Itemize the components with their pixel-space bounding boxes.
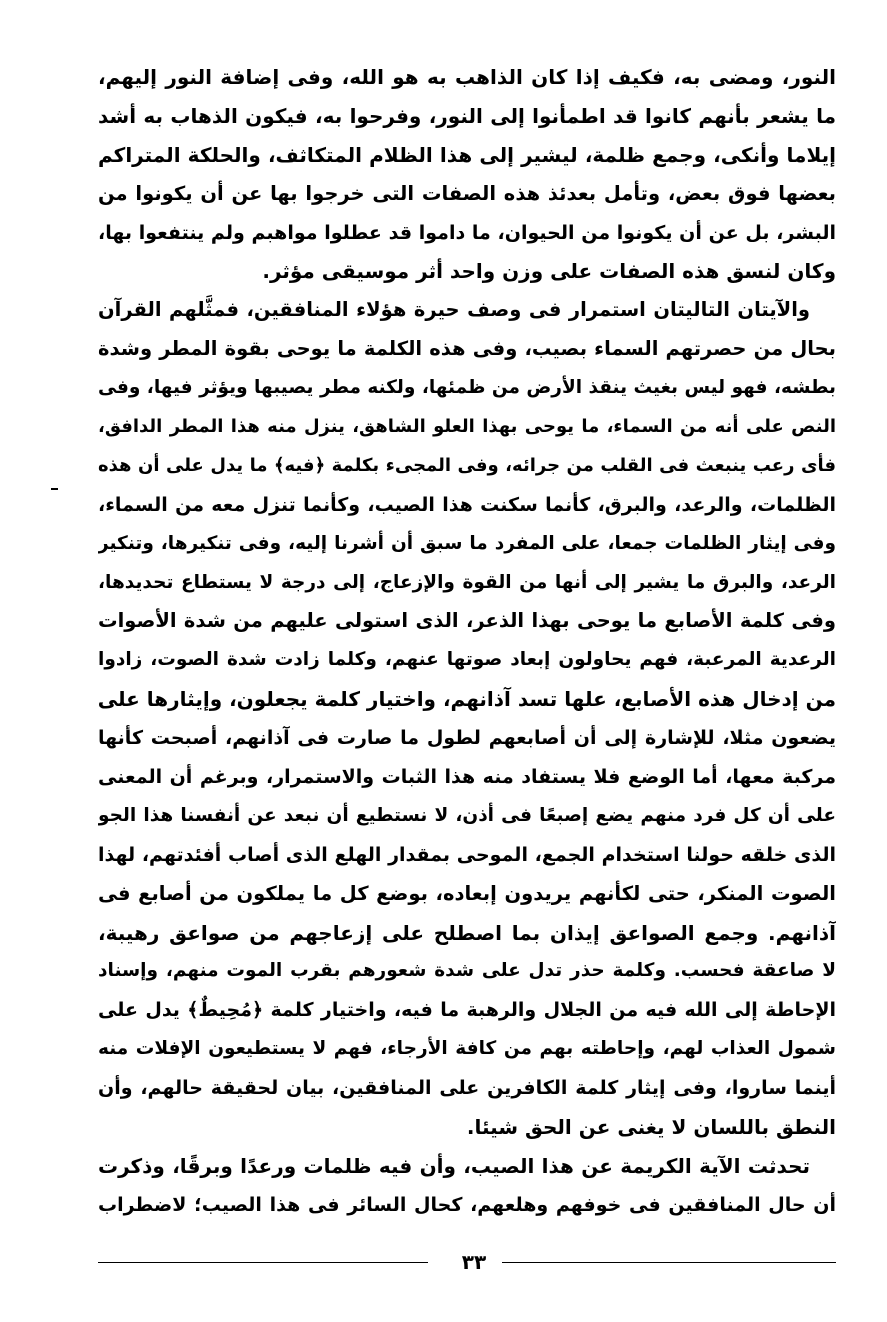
page-footer [98, 1248, 836, 1278]
text-line: الرعدية المرعبة، فهم يحاولون إبعاد صوتها عنهم، وكلما زادت شدة الصوت، زادوا [98, 649, 836, 671]
margin-mark [51, 488, 58, 490]
text-line: آذانهم. وجمع الصواعق إيذان بما اصطلح على إزعاجهم من صواعق رهيبة، [98, 920, 836, 945]
text-line: الرعد، والبرق ما يشير إلى أنها من القوة والإزعاج، إلى درجة لا يستطاع تحديدها، [98, 571, 836, 593]
text-line: فأى رعب ينبعث فى القلب من جرائه، وفى المجىء بكلمة ﴿فيه﴾ ما يدل على أن هذه [98, 454, 836, 476]
text-line: لا صاعقة فحسب. وكلمة حذر تدل على شدة شعورهم بقرب الموت منهم، وإسناد [98, 960, 836, 982]
text-line: بطشه، فهو ليس بغيث ينقذ الأرض من ظمئها، ولكنه مطر يصيبها ويؤثر فيها، وفى [98, 377, 836, 399]
text-line: النور، ومضى به، فكيف إذا كان الذاهب به هو الله، وفى إضافة النور إليهم، [98, 65, 836, 89]
text-line: ما يشعر بأنهم كانوا قد اطمأنوا إلى النور، وفرحوا به، فيكون الذهاب به أشد [98, 103, 836, 128]
text-line: يضعون مثلا، للإشارة إلى أن أصابعهم لطول ما صارت فى آذانهم، أصبحت كأنها [98, 727, 836, 750]
text-line: وفى كلمة الأصابع ما يوحى بهذا الذعر، الذى استولى عليهم من شدة الأصوات [98, 609, 836, 633]
footer-rule-right [502, 1262, 836, 1263]
text-line: النطق باللسان لا يغنى عن الحق شيئا. [466, 1115, 836, 1140]
text-line: الظلمات، والرعد، والبرق، كأنما سكنت هذا الصيب، وكأنما تنزل معه من السماء، [98, 493, 836, 516]
text-line: تحدثت الآية الكريمة عن هذا الصيب، وأن فيه ظلمات ورعدًا وبرقًا، وذكرت [98, 1153, 810, 1178]
text-line: شمول العذاب لهم، وإحاطته بهم من كافة الأرجاء، فهم لا يستطيعون الإفلات منه [98, 1038, 836, 1060]
text-line: والآيتان التاليتان استمرار فى وصف حيرة هؤلاء المنافقين، فمثَّلهم القرآن [98, 298, 810, 322]
text-line: بحال من حصرتهم السماء بصيب، وفى هذه الكلمة ما يوحى بقوة المطر وشدة [98, 337, 836, 361]
text-line: الإحاطة إلى الله فيه من الجلال والرهبة ما فيه، واختيار كلمة ﴿مُحِيطٌ﴾ يدل على [98, 999, 836, 1022]
text-line: إيلاما وأنكى، وجمع ظلمة، ليشير إلى هذا الظلام المتكاثف، والحلكة المتراكم [98, 142, 836, 167]
text-line: على أن كل فرد منهم يضع إصبعًا فى أذن، لا نستطيع أن نبعد عن أنفسنا هذا الجو [98, 804, 836, 826]
text-line: البشر، بل عن أن يكونوا من الحيوان، ما داموا قد عطلوا مواهبم ولم ينتفعوا بها، [98, 221, 836, 244]
footer-rule-left [98, 1262, 428, 1263]
text-line: الصوت المنكر، حتى لكأنهم يريدون إبعاده، بوضع كل ما يملكون من أصابع فى [98, 881, 836, 905]
text-line: بعضها فوق بعض، وتأمل بعدئذ هذه الصفات التى خرجوا بها عن أن يكونوا من [98, 181, 836, 205]
text-line: النص على أنه من السماء، ما يوحى بهذا العلو الشاهق، ينزل منه هذا المطر الدافق، [98, 416, 836, 438]
text-line: وكان لنسق هذه الصفات على وزن واحد أثر موسيقى مؤثر. [262, 259, 836, 284]
page-number: ٣٣ [461, 1250, 487, 1274]
text-line: مركبة معها، أما الوضع فلا يستفاد منه هذا الثبات والاستمرار، وبرغم أن المعنى [98, 766, 836, 789]
text-line: أن حال المنافقين فى خوفهم وهلعهم، كحال السائر فى هذا الصيب؛ لاضطراب [98, 1193, 836, 1216]
body-text [98, 58, 836, 1225]
text-line: الذى خلقه حولنا استخدام الجمع، الموحى بمقدار الهلع الذى أصاب أفئدتهم، لهذا [98, 843, 836, 866]
text-line: أينما ساروا، وفى إيثار كلمة الكافرين على المنافقين، بيان لحقيقة حالهم، وأن [98, 1077, 836, 1100]
text-line: من إدخال هذه الأصابع، علها تسد آذانهم، واختيار كلمة يجعلون، وإيثارها على [98, 687, 836, 712]
text-line: وفى إيثار الظلمات جمعا، على المفرد ما سبق أن أشرنا إليه، وفى تنكيرها، وتنكير [98, 532, 836, 554]
